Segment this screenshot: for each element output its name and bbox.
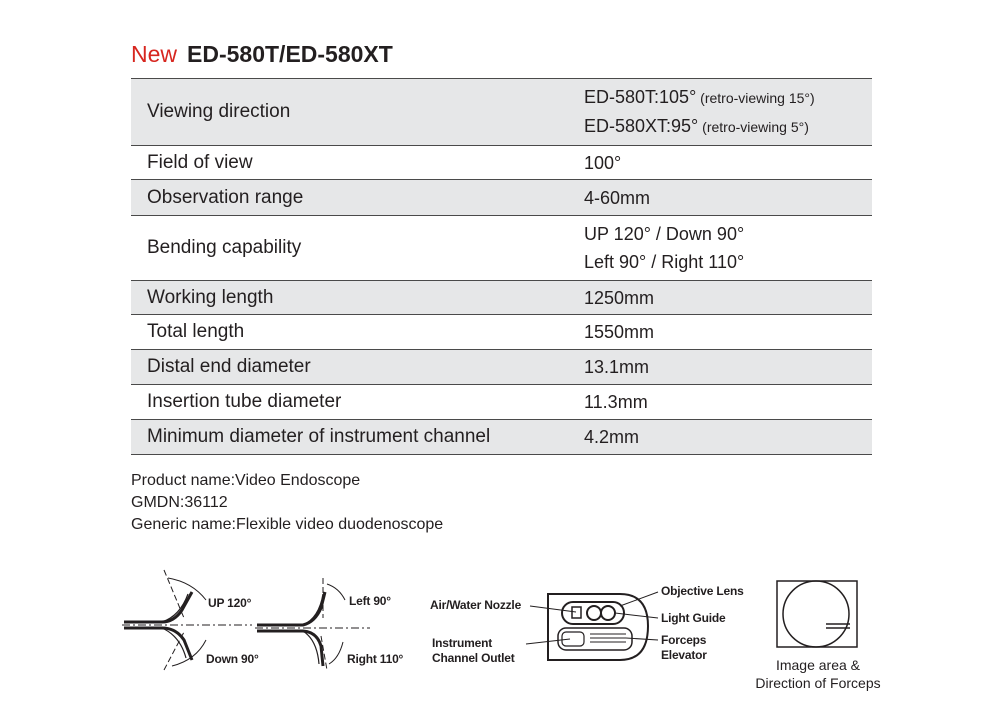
spec-value: [584, 83, 815, 141]
spec-label: Bending capability: [147, 237, 302, 258]
spec-label: Field of view: [147, 151, 253, 173]
spec-row-total-length: [131, 315, 872, 350]
image-area-caption-line2: Direction of Forceps: [755, 675, 881, 691]
spec-label: Total length: [147, 321, 245, 342]
right-angle-label: Right 110°: [347, 652, 404, 666]
page-title: [131, 41, 393, 68]
spec-value: 1250mm: [584, 287, 655, 308]
spec-value-line2: Left 90° / Right 110°: [584, 252, 745, 272]
updown-bending-diagram: [122, 570, 262, 670]
down-angle-label: Down 90°: [206, 652, 259, 666]
model-name: ED-580T/ED-580XT: [187, 41, 393, 67]
up-angle-label: UP 120°: [208, 596, 252, 610]
product-notes: [131, 470, 443, 536]
spec-row-viewing-direction: [131, 79, 872, 146]
spec-row-insertion-tube-diameter: [131, 385, 872, 420]
spec-label: Insertion tube diameter: [147, 391, 342, 412]
spec-table: [131, 78, 872, 455]
elevator-label: Elevator: [661, 648, 707, 662]
spec-value: 4-60mm: [584, 187, 651, 208]
spec-value-line1-note: (retro-viewing 15°): [696, 90, 815, 106]
image-area-caption-line1: Image area &: [775, 657, 861, 673]
objective-lens-label: Objective Lens: [661, 584, 744, 598]
spec-value-line2-note: (retro-viewing 5°): [698, 119, 809, 135]
spec-value-line1: UP 120° / Down 90°: [584, 224, 745, 244]
instrument-label: Instrument: [432, 636, 493, 650]
light-guide-label: Light Guide: [661, 611, 726, 625]
left-angle-label: Left 90°: [349, 594, 391, 608]
spec-value: 11.3mm: [584, 392, 648, 412]
spec-value: 1550mm: [584, 322, 655, 342]
spec-row-observation-range: [131, 180, 872, 216]
spec-value-line1: ED-580T:105°: [584, 87, 697, 107]
image-area-caption: [750, 656, 886, 692]
image-area-diagram: [755, 580, 881, 691]
air-water-nozzle-label: Air/Water Nozzle: [430, 598, 522, 612]
spec-value-line2: ED-580XT:95°: [584, 116, 699, 136]
spec-row-bending-capability: [131, 216, 872, 281]
spec-label: Observation range: [147, 186, 304, 208]
generic-name: Generic name:Flexible video duodenoscope: [131, 516, 444, 533]
spec-row-field-of-view: [131, 146, 872, 180]
spec-row-distal-end-diameter: [131, 350, 872, 385]
distal-tip-diagram: [430, 576, 760, 676]
spec-value: 13.1mm: [584, 357, 650, 377]
spec-row-min-channel-diameter: [131, 420, 872, 455]
spec-label: Distal end diameter: [147, 356, 311, 377]
spec-value: [584, 220, 744, 276]
leftright-bending-diagram: [255, 570, 404, 670]
spec-label: Working length: [147, 286, 274, 308]
spec-value: 100°: [584, 152, 622, 173]
spec-value: 4.2mm: [584, 427, 640, 447]
forceps-label: Forceps: [661, 633, 707, 647]
spec-label: Minimum diameter of instrument channel: [147, 426, 491, 447]
channel-outlet-label: Channel Outlet: [432, 651, 515, 665]
image-area-icon: [776, 580, 860, 650]
product-name: Product name:Video Endoscope: [131, 472, 361, 489]
new-tag: New: [131, 41, 178, 67]
spec-row-working-length: [131, 281, 872, 315]
gmdn-code: GMDN:36112: [131, 494, 228, 511]
spec-label: Viewing direction: [147, 101, 291, 122]
